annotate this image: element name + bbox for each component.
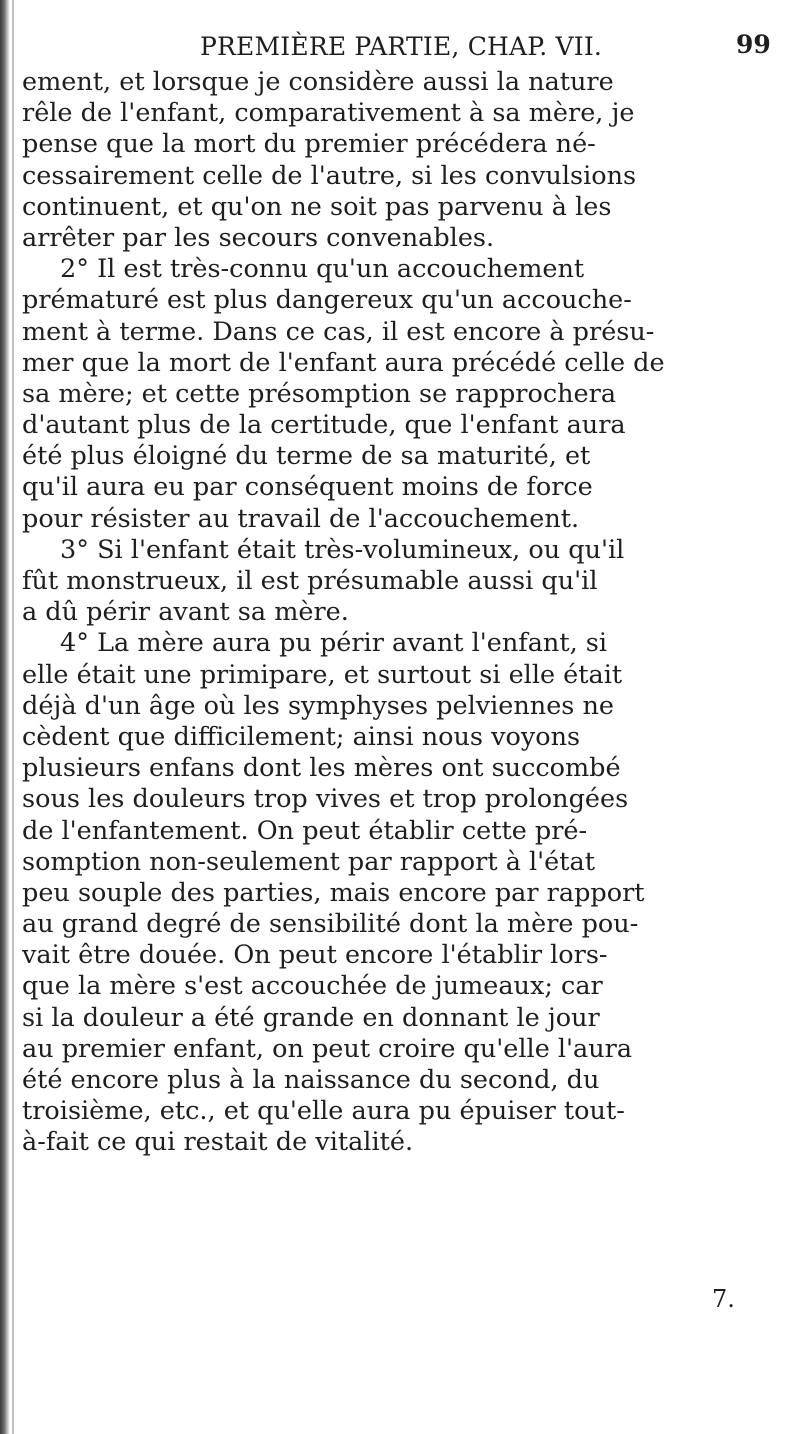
paragraph-start-line: 3° Si l'enfant était très-volumineux, ou qu'il: [60, 534, 625, 565]
text-line: déjà d'un âge où les symphyses pelviennes ne: [22, 690, 615, 721]
text-line: rêle de l'enfant, comparativement à sa mère, je: [22, 98, 635, 129]
binding-edge: [12, 0, 14, 1434]
text-line: de l'enfantement. On peut établir cette pré-: [22, 815, 588, 846]
text-line: cèdent que difficilement; ainsi nous voyons: [22, 721, 581, 752]
text-line: pense que la mort du premier précédera né-: [22, 129, 596, 160]
text-line: mer que la mort de l'enfant aura précédé celle de: [22, 347, 665, 378]
text-line: plusieurs enfans dont les mères ont succombé: [22, 753, 621, 784]
text-line: peu souple des parties, mais encore par rapport: [22, 877, 645, 908]
text-line: a dû périr avant sa mère.: [22, 597, 349, 628]
page-number: 99: [736, 30, 771, 59]
text-line: prématuré est plus dangereux qu'un accouche-: [22, 285, 632, 316]
text-line: été plus éloigné du terme de sa maturité, et: [22, 441, 591, 472]
text-line: ment à terme. Dans ce cas, il est encore à présu-: [22, 316, 655, 347]
text-line: elle était une primipare, et surtout si elle était: [22, 659, 623, 690]
body-text: [22, 67, 792, 1159]
paragraph-start-line: 4° La mère aura pu périr avant l'enfant, si: [60, 628, 608, 659]
text-line: si la douleur a été grande en donnant le jour: [22, 1002, 600, 1033]
signature-mark: 7.: [712, 1285, 735, 1313]
text-line: été encore plus à la naissance du second, du: [22, 1065, 600, 1095]
text-line: troisième, etc., et qu'elle aura pu épuiser tout-: [22, 1096, 625, 1127]
text-line: arrêter par les secours convenables.: [22, 222, 495, 253]
text-line: d'autant plus de la certitude, que l'enfant aura: [22, 410, 626, 441]
text-line: pour résister au travail de l'accouchement.: [22, 503, 580, 534]
text-line: qu'il aura eu par conséquent moins de force: [22, 472, 593, 503]
text-line: au premier enfant, on peut croire qu'elle l'aura: [22, 1033, 633, 1064]
text-line: à-fait ce qui restait de vitalité.: [22, 1127, 414, 1158]
text-line: que la mère s'est accouchée de jumeaux; car: [22, 971, 603, 1002]
text-line: vait être douée. On peut encore l'établir lors-: [22, 940, 608, 971]
text-line: fût monstrueux, il est présumable aussi qu'il: [22, 566, 598, 596]
text-line: cessairement celle de l'autre, si les convulsions: [22, 160, 637, 191]
running-title: PREMIÈRE PARTIE, CHAP. VII.: [200, 32, 603, 61]
binding-shadow: [0, 0, 10, 1434]
text-line: ement, et lorsque je considère aussi la nature: [22, 67, 614, 97]
text-line: continuent, et qu'on ne soit pas parvenu à les: [22, 191, 612, 222]
text-line: somption non-seulement par rapport à l'état: [22, 846, 595, 877]
text-line: sa mère; et cette présomption se rapprochera: [22, 378, 617, 409]
text-line: sous les douleurs trop vives et trop prolongées: [22, 784, 629, 815]
paragraph-start-line: 2° Il est très-connu qu'un accouchement: [60, 254, 585, 285]
text-line: au grand degré de sensibilité dont la mère pou-: [22, 909, 639, 940]
